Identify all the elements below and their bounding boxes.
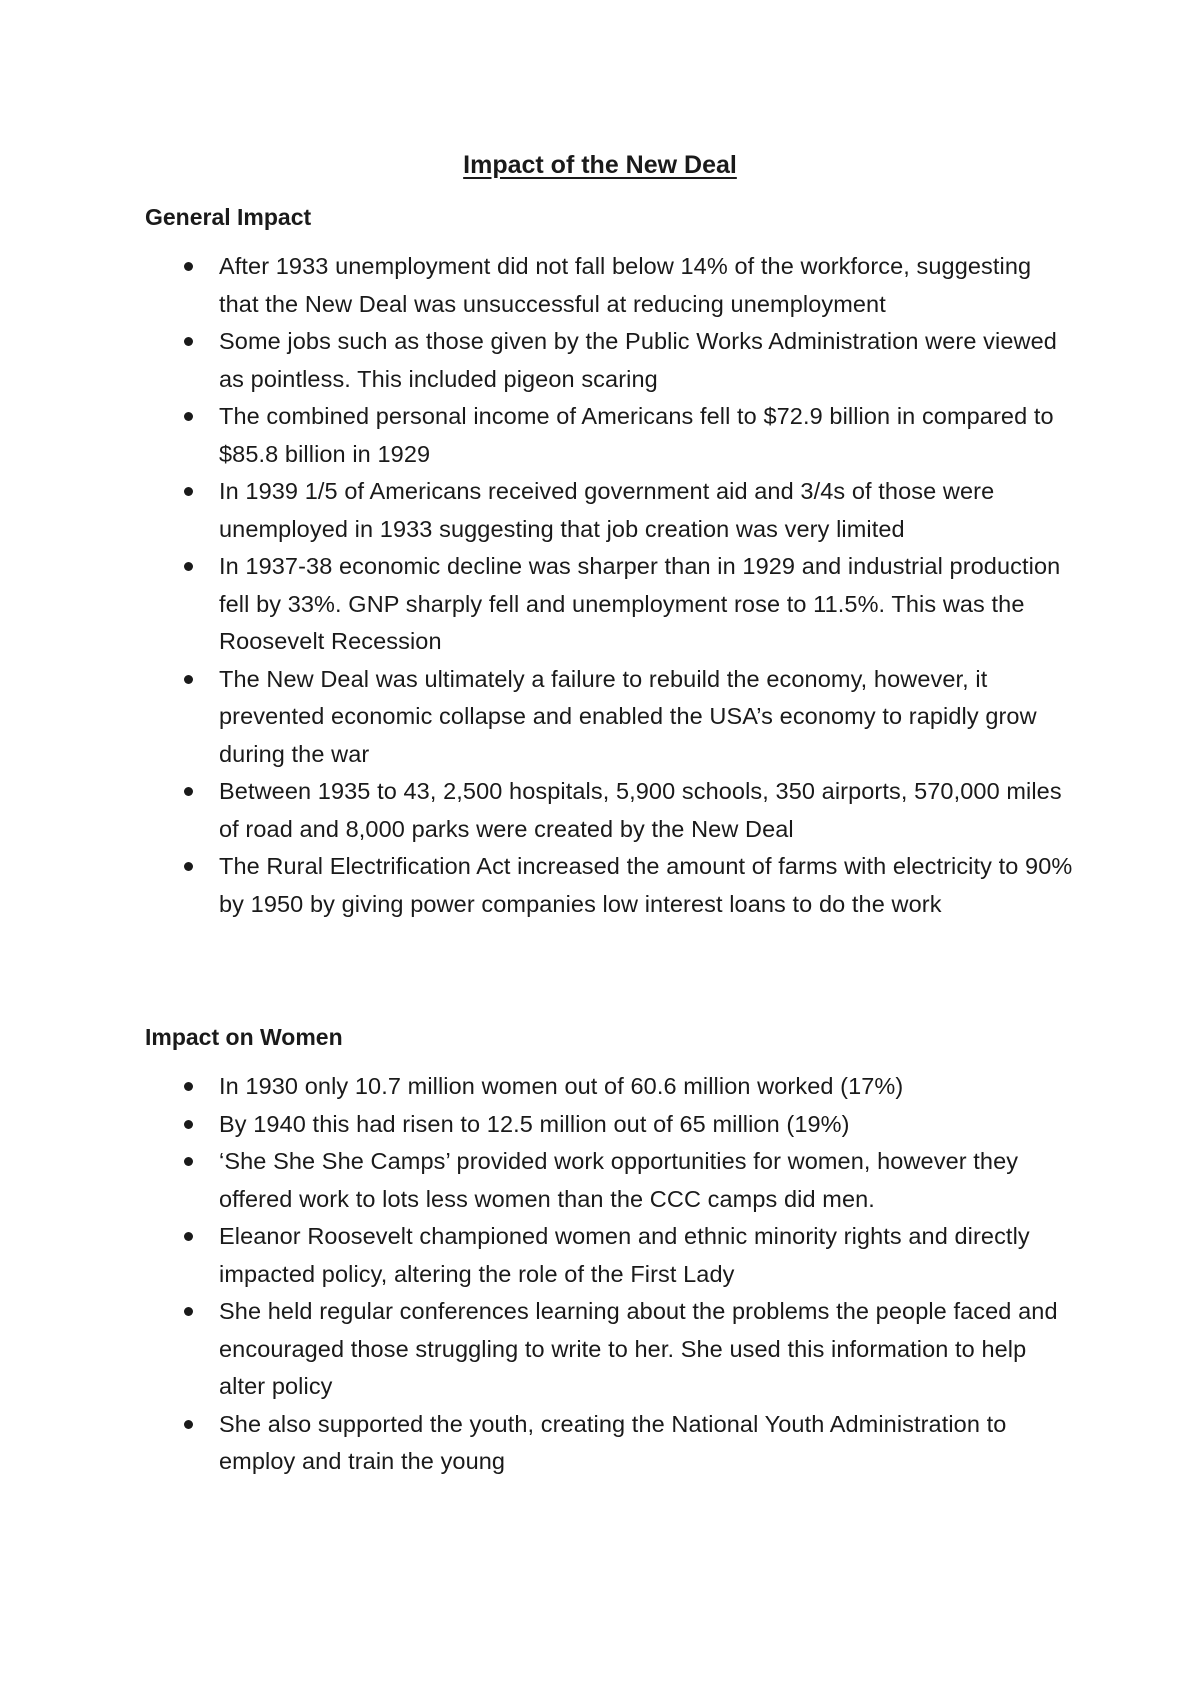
bullet-icon [184, 562, 193, 571]
list-item-text: Eleanor Roosevelt championed women and ethnic minority rights and directly impacted policy, altering the role of the First Lady [219, 1223, 1030, 1287]
list-item [145, 323, 1075, 398]
bullet-icon [184, 862, 193, 871]
list-item-text: The Rural Electrification Act increased the amount of farms with electricity to 90% by 1950 by giving power companies low interest loans to do the work [219, 853, 1073, 917]
section-heading-impact-on-women: Impact on Women [145, 1024, 343, 1050]
list-item [145, 1218, 1075, 1293]
list-item-text: She held regular conferences learning about the problems the people faced and encouraged those struggling to write to her. She used this information to help alter policy [219, 1298, 1058, 1399]
bullet-icon [184, 1082, 193, 1091]
list-item [145, 661, 1075, 774]
bullet-icon [184, 412, 193, 421]
list-item [145, 1293, 1075, 1406]
list-item-text: In 1937-38 economic decline was sharper than in 1929 and industrial production fell by 33%. GNP sharply fell and unemployment rose to 11.5%. This was the Roosevelt Recession [219, 553, 1061, 654]
bullet-list-general-impact [145, 248, 1075, 923]
list-item [145, 398, 1075, 473]
list-item [145, 1106, 1075, 1144]
list-item [145, 1406, 1075, 1481]
section-heading-general-impact: General Impact [145, 204, 312, 230]
bullet-icon [184, 1157, 193, 1166]
list-item-text: After 1933 unemployment did not fall below 14% of the workforce, suggesting that the New Deal was unsuccessful at reducing unemployment [219, 253, 1032, 317]
bullet-icon [184, 1120, 193, 1129]
bullet-icon [184, 1307, 193, 1316]
list-item-text: In 1939 1/5 of Americans received government aid and 3/4s of those were unemployed in 1933 suggesting that job creation was very limited [219, 478, 995, 542]
list-item-text: Some jobs such as those given by the Public Works Administration were viewed as pointless. This included pigeon scaring [219, 328, 1057, 392]
page-title: Impact of the New Deal [463, 151, 737, 179]
bullet-icon [184, 337, 193, 346]
bullet-list-impact-on-women [145, 1068, 1075, 1481]
list-item-text: In 1930 only 10.7 million women out of 60.6 million worked (17%) [219, 1073, 904, 1099]
list-item-text: Between 1935 to 43, 2,500 hospitals, 5,900 schools, 350 airports, 570,000 miles of road and 8,000 parks were created by the New Deal [219, 778, 1062, 842]
list-item [145, 548, 1075, 661]
bullet-icon [184, 787, 193, 796]
list-item [145, 248, 1075, 323]
list-item-text: By 1940 this had risen to 12.5 million out of 65 million (19%) [219, 1110, 850, 1137]
section-general-impact [145, 200, 1075, 923]
section-impact-on-women [145, 1020, 1075, 1481]
bullet-icon [184, 1232, 193, 1241]
list-item-text: ‘She She She Camps’ provided work opportunities for women, however they offered work to lots less women than the CCC camps did men. [219, 1148, 1019, 1212]
list-item [145, 773, 1075, 848]
bullet-icon [184, 262, 193, 271]
bullet-icon [184, 487, 193, 496]
list-item [145, 1068, 1075, 1106]
list-item-text: The New Deal was ultimately a failure to rebuild the economy, however, it prevented economic collapse and enabled the USA’s economy to rapidly grow during the war [219, 665, 1037, 767]
bullet-icon [184, 675, 193, 684]
list-item-text: She also supported the youth, creating the National Youth Administration to employ and train the young [219, 1410, 1007, 1474]
list-item [145, 473, 1075, 548]
list-item [145, 1143, 1075, 1218]
list-item-text: The combined personal income of Americans fell to $72.9 billion in compared to $85.8 billion in 1929 [219, 403, 1054, 467]
list-item [145, 848, 1075, 923]
bullet-icon [184, 1420, 193, 1429]
